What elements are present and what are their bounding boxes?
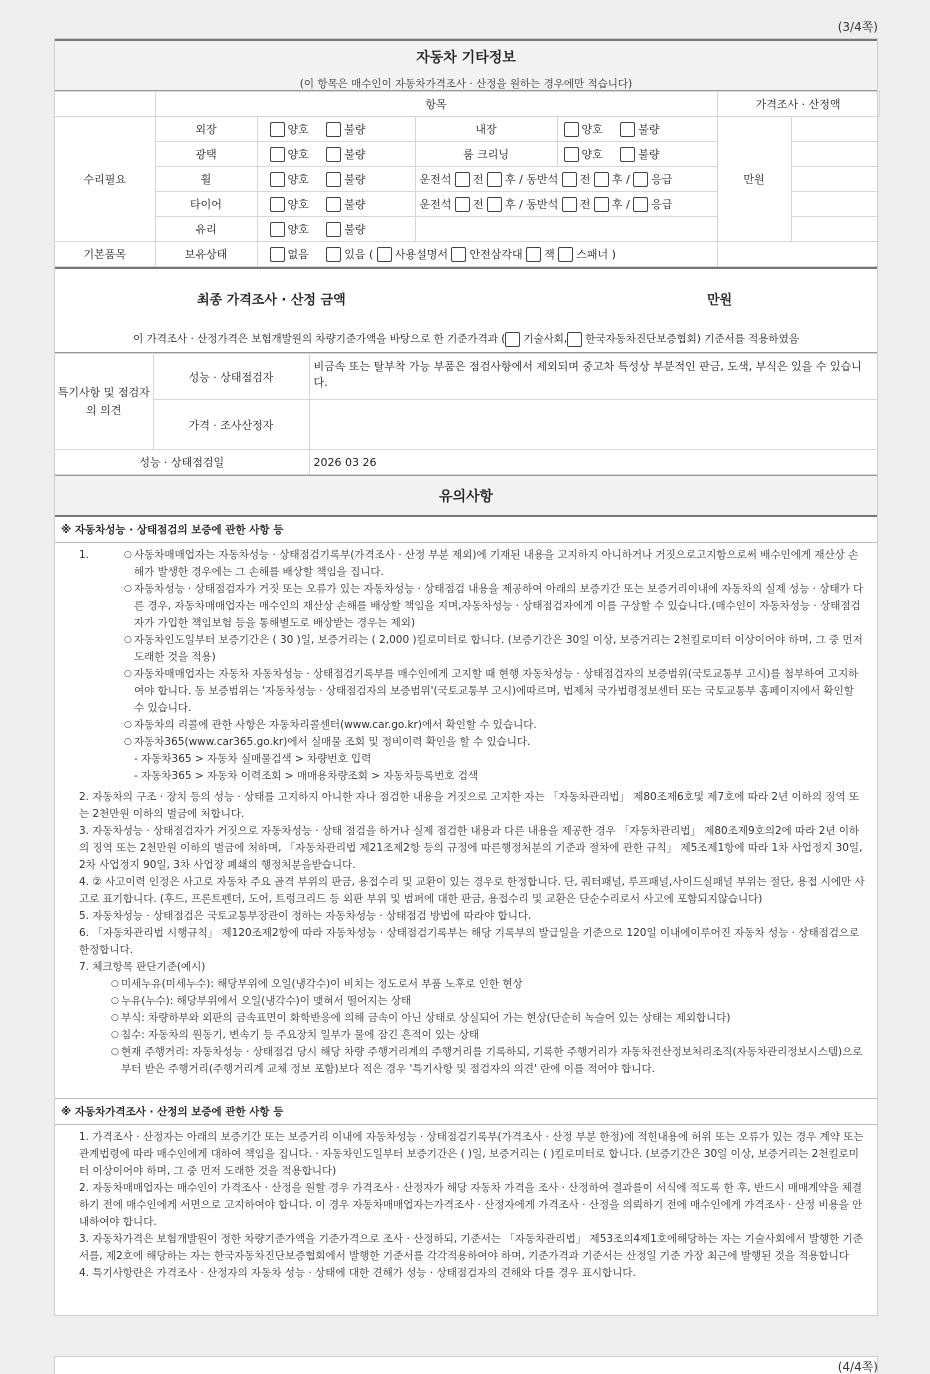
final-price-section <box>55 267 877 353</box>
list-item: ○ 현재 주행거리: 자동차성능 · 상태점검 당시 해당 차량 주행거리계의 주행거리를 기록하되, 기록한 주행거리가 자동차전산정보처리조직(자동차관리정보시스템)으로부터 받은 주행거리(주행거리계 교체 정보 포함)보다 적은 경우 '특기사항 및 점검자의 의견' 란에 이를 적어야 합니다. <box>111 1046 863 1075</box>
list-item: ○ 부식: 차량하부와 외판의 금속표면이 화학반응에 의해 금속이 아닌 상태로 상실되어 가는 현상(단순히 녹슬어 있는 상태는 제외합니다) <box>111 1012 731 1024</box>
basic-items-label: 기본품목 <box>55 242 155 267</box>
tire-driver-rear-checkbox[interactable] <box>487 197 502 212</box>
basic-none-checkbox[interactable] <box>270 247 285 262</box>
sec2-item-3: 3. 자동차가격은 보험개발원이 정한 차량기준가액을 기준가격으로 조사 · 산정하되, 기준서는 「자동차관리법」 제53조의4제1호에해당하는 자는 기술사회에서 발행한 기준서를, 제2호에 해당하는 자는 한국자동차진단보증협회에서 발행한 기준서를 각각적용하여야 하며, 기준가격과 기준서는 산정일 기준 가장 최근에 발행된 것을 적용합니다 <box>79 1233 863 1262</box>
list-item: ○ 미세누유(미세누수): 해당부위에 오일(냉각수)이 비치는 정도로서 부품 노후로 인한 현상 <box>111 978 523 990</box>
repair-table: 항목 가격조사 · 산정액 수리필요 외장 양호 불량 내장 양호 불량 만원 광택 양호 불량 룸 크리닝 양호 불량 휠 양호 불량 운전석 전 후 / 동반석 전 후 / 응급 타이어 양호 불량 운전석 전 후 / 동반석 전 후 / 응급 유리 양호 불량 기본품목 보유상태 없음 있음 ( 사용설명서 안전삼각대 잭 스패너 ) <box>55 91 880 267</box>
row-room-cleaning: 룸 크리닝 <box>415 142 557 167</box>
price-unit: 만원 <box>717 117 791 242</box>
opinion-table <box>55 353 877 475</box>
triangle-checkbox[interactable] <box>451 247 466 262</box>
list-item: - 자동차365 > 자동차 이력조회 > 매매용차량조회 > 자동차등록번호 검색 <box>134 770 478 782</box>
cleaning-good-checkbox[interactable] <box>564 147 579 162</box>
tire-driver-front-checkbox[interactable] <box>455 197 470 212</box>
section-subtitle: (이 항목은 매수인이 자동차가격조사 · 산정을 원하는 경우에만 적습니다) <box>299 78 633 90</box>
opinion-label: 특기사항 및 점검자의 의견 <box>55 354 153 450</box>
sec2-item-1: 1. 가격조사 · 산정자는 아래의 보증기간 또는 보증거리 이내에 자동차성능 · 상태점검기록부(가격조사 · 산정 부분 한정)에 적힌내용에 허위 또는 오류가 있는 경우 계약 또는 관계법령에 따라 매수인에게 대하여 책임을 집니다. · 자동차인도일부터 보증기간은 ( )일, 보증거리는 ( )킬로미터로 합니다. (보증기간은 30일 이상, 보증거리는 2천킬로미터 이상이어야 하며, 그 중 먼저 도래한 것을 적용합니다) <box>79 1131 864 1177</box>
list-item: ○ 자동차매매업자는 자동차 자동차성능 · 상태점검기록부를 매수인에게 고지할 때 현행 자동차성능 · 상태점검자의 보증범위(국토교통부 고시)를 첨부하여 고지하여야 합니다. 동 보증범위는 '자동차성능 · 상태점검자의 보증범위'(국토교통부 고시)에따르며, 법제처 국가법령정보센터 또는 국토교통부 홈페이지에서 확인할 수 있습니다. <box>124 668 859 714</box>
next-page-sheet <box>54 1356 878 1374</box>
appraiser-label: 가격 · 조사산정자 <box>153 400 309 450</box>
sec1-heading: ※ 자동차성능 · 상태점검의 보증에 관한 사항 등 <box>55 517 877 543</box>
list-item: ○ 자동차인도일부터 보증기간은 ( 30 )일, 보증거리는 ( 2,000 )킬로미터로 합니다. (보증기간은 30일 이상, 보증거리는 2천킬로미터 이상이어야 하며, 그 중 먼저 도래한 것을 적용) <box>124 634 863 663</box>
interior-bad-checkbox[interactable] <box>620 122 635 137</box>
wheel-passenger-rear-checkbox[interactable] <box>594 172 609 187</box>
sec1-item-3: 3. 자동차성능 · 상태점검자가 거짓으로 자동차성능 · 상태 점검을 하거나 실제 점검한 내용과 다른 내용을 제공한 경우 「자동차관리법」 제80조제9호의2에 따라 2년 이하의 징역 또는 2천만원 이하의 벌금에 처하며, 「자동차관리법 제21조제2항 등의 규정에 따른행정처분의 기준과 절차에 관한 규칙」 제5조제1항에 따라 1차 사업정지 30일, 2차 사업정지 90일, 3차 사업장 폐쇄의 행정처분을받습니다. <box>79 825 863 871</box>
list-item: ○ 누유(누수): 해당부위에서 오일(냉각수)이 맺혀서 떨어지는 상태 <box>111 995 412 1007</box>
repair-label: 수리필요 <box>55 117 155 242</box>
page-number-top: (3/4쪽) <box>837 20 878 34</box>
cleaning-bad-checkbox[interactable] <box>620 147 635 162</box>
list-item: ○ 자동차의 리콜에 관한 사항은 자동차리콜센터(www.car.go.kr)에서 확인할 수 있습니다. <box>124 719 537 731</box>
basic-have-checkbox[interactable] <box>326 247 341 262</box>
sec2-heading: ※ 자동차가격조사 · 산정의 보증에 관한 사항 등 <box>55 1098 877 1125</box>
final-price-note: 이 가격조사 · 산정가격은 보험개발원의 차량기준가액을 바탕으로 한 기준가격과 ( 기술사회, 한국자동차진단보증협회) 기준서를 적용하였음 <box>133 333 799 345</box>
inspector-label: 성능 · 상태점검자 <box>153 354 309 400</box>
sec2-item-4: 4. 특기사항란은 가격조사 · 산정자의 자동차 성능 · 상태에 대한 견해가 성능 · 상태점검자의 견해와 다를 경우 표시합니다. <box>79 1267 636 1279</box>
wheel-emergency-checkbox[interactable] <box>633 172 648 187</box>
sec1-item-6: 6. 「자동차관리법 시행규칙」 제120조제2항에 따라 자동차성능 · 상태점검기록부는 해당 기록부의 발급일을 기준으로 120일 이내에이루어진 자동차 성능 · 상태점검으로 한정합니다. <box>79 927 860 956</box>
list-item: ○ 자동차365(www.car365.go.kr)에서 실매물 조회 및 정비이력 확인을 할 수 있습니다. <box>124 736 531 748</box>
inspection-date: 2026 03 26 <box>309 450 877 475</box>
wheel-passenger-front-checkbox[interactable] <box>562 172 577 187</box>
interior-good-checkbox[interactable] <box>564 122 579 137</box>
sec1-list <box>55 543 877 789</box>
column-price: 가격조사 · 산정액 <box>717 92 879 117</box>
list-item: - 자동차365 > 자동차 실매물검색 > 차량번호 입력 <box>134 753 372 765</box>
row-exterior: 외장 <box>155 117 257 142</box>
tire-good-checkbox[interactable] <box>270 197 285 212</box>
sec1-item-2: 2. 자동차의 구조 · 장치 등의 성능 · 상태를 고지하지 아니한 자나 점검한 내용을 거짓으로 고지한 자는 「자동차관리법」 제80조제6호및 제7호에 따라 2년 이하의 징역 또는 2천만원 이하의 벌금에 처합니다. <box>79 791 860 820</box>
inspector-opinion: 비금속 또는 탈부착 가능 부품은 점검사항에서 제외되며 중고차 특성상 부분적인 판금, 도색, 부식은 있을 수 있습니다. <box>309 354 877 400</box>
basic-status-label: 보유상태 <box>155 242 257 267</box>
other-info-header <box>55 39 877 91</box>
row-gloss: 광택 <box>155 142 257 167</box>
sec1-item-4: 4. ② 사고이력 인정은 사고로 자동차 주요 골격 부위의 판금, 용접수리 및 교환이 있는 경우로 한정합니다. 단, 쿼터패널, 루프패널,사이드실패널 부위는 절단, 용접 시에만 사고로 표기합니다. (후드, 프론트펜더, 도어, 트렁크리드 등 외판 부위 및 범퍼에 대한 판금, 용접수리 및 교환은 단순수리로서 사고에 포함되지않습니다) <box>79 876 865 905</box>
gloss-good-checkbox[interactable] <box>270 147 285 162</box>
tire-bad-checkbox[interactable] <box>326 197 341 212</box>
glass-bad-checkbox[interactable] <box>326 222 341 237</box>
sec2-item-2: 2. 자동차매매업자는 매수인이 가격조사 · 산정을 원할 경우 가격조사 · 산정자가 해당 자동차 가격을 조사 · 산정하여 결과를이 서식에 적도록 한 후, 반드시 매매계약을 체결하기 전에 매수인에게 서면으로 고지하여야 합니다. 이 경우 자동차매매업자는가격조사 · 산정자에게 가격조사 · 산정을 의뢰하기 전에 매수인에게 가격조사 · 산정 비용을 안내하여야 합니다. <box>79 1182 863 1228</box>
kada-checkbox[interactable] <box>567 332 582 347</box>
spanner-checkbox[interactable] <box>558 247 573 262</box>
page-number-bottom: (4/4쪽) <box>837 1360 878 1374</box>
engineer-society-checkbox[interactable] <box>505 332 520 347</box>
row-interior: 내장 <box>415 117 557 142</box>
row-tire: 타이어 <box>155 192 257 217</box>
inspection-date-label: 성능 · 상태점검일 <box>55 450 309 475</box>
column-item: 항목 <box>155 92 717 117</box>
jack-checkbox[interactable] <box>526 247 541 262</box>
final-price-title: 최종 가격조사 · 산정 금액 <box>197 293 346 308</box>
row-glass: 유리 <box>155 217 257 242</box>
manual-checkbox[interactable] <box>377 247 392 262</box>
final-price-unit: 만원 <box>707 293 733 308</box>
tire-passenger-front-checkbox[interactable] <box>562 197 577 212</box>
list-item: ○ 침수: 자동차의 원동기, 변속기 등 주요장치 일부가 물에 잠긴 흔적이 있는 상태 <box>111 1029 480 1041</box>
appraiser-opinion[interactable] <box>309 400 877 450</box>
exterior-good-checkbox[interactable] <box>270 122 285 137</box>
list-item: ○ 사동차매매업자는 자동차성능 · 상태점검기록부(가격조사 · 산정 부분 제외)에 기재된 내용을 고지하지 아니하거나 거짓으로고지함으로써 배수인에게 재산상 손해가 발생한 경우에는 그 손해를 배상할 책임을 집니다. <box>124 549 859 578</box>
row-wheel: 휠 <box>155 167 257 192</box>
wheel-bad-checkbox[interactable] <box>326 172 341 187</box>
sec1-item-1: 1. ○ 사동차매매업자는 자동차성능 · 상태점검기록부(가격조사 · 산정 부분 제외)에 기재된 내용을 고지하지 아니하거나 거짓으로고지함으로써 배수인에게 재산상 손해가 발생한 경우에는 그 손해를 배상할 책임을 집니다. ○ 자동차성능 · 상태점검자가 거짓 또는 오류가 있는 자동차성능 · 상태점검 내용을 제공하여 아래의 보증기간 또는 보증거리이내에 자동차의 실제 성능 · 상태가 다른 경우, 자동차매매업자는 매수인의 재산상 손해를 배상할 책임을 지며,자동차성능 · 상태점검자에게 이를 구상할 수 있습니다.(매수인이 자동차성능 · 상태점검자가 가입한 책임보험 등을 통해별도로 배상받는 경우는 제외) ○ 자동차인도일부터 보증기간은 ( 30 )일, 보증거리는 ( 2,000 )킬로미터로 합니다. (보증기간은 30일 이상, 보증거리는 2천킬로미터 이상이어야 하며, 그 중 먼저 도래한 것을 적용) ○ 자동차매매업자는 자동차 자동차성능 · 상태점검기록부를 매수인에게 고지할 때 현행 자동차성능 · 상태점검자의 보증범위(국토교통부 고시)를 첨부하여 고지하여야 합니다. 동 보증범위는 '자동차성능 · 상태점검자의 보증범위'(국토교통부 고시)에따르며, 법제처 국가법령정보센터 또는 국토교통부 홈페이지에서 확인할 수 있습니다. ○ 자동차의 리콜에 관한 사항은 자동차리콜센터(www.car.go.kr)에서 확인할 수 있습니다. ○ 자동차365(www.car365.go.kr)에서 실매물 조회 및 정비이력 확인을 할 수 있습니다. - 자동차365 > 자동차 실매물검색 > 차량번호 입력 - 자동차365 > 자동차 이력조회 > 매매용차량조회 > 자동차등록번호 검색 <box>79 547 867 785</box>
wheel-driver-rear-checkbox[interactable] <box>487 172 502 187</box>
notice-title: 유의사항 <box>55 475 877 517</box>
wheel-good-checkbox[interactable] <box>270 172 285 187</box>
exterior-bad-checkbox[interactable] <box>326 122 341 137</box>
tire-passenger-rear-checkbox[interactable] <box>594 197 609 212</box>
sec1-item-7: 7. 체크항목 판단기준(예시) <box>79 961 206 973</box>
list-item: ○ 자동차성능 · 상태점검자가 거짓 또는 오류가 있는 자동차성능 · 상태점검 내용을 제공하여 아래의 보증기간 또는 보증거리이내에 자동차의 실제 성능 · 상태가 다른 경우, 자동차매매업자는 매수인의 재산상 손해를 배상할 책임을 지며,자동차성능 · 상태점검자에게 이를 구상할 수 있습니다.(매수인이 자동차성능 · 상태점검자가 가입한 책임보험 등을 통해별도로 배상받는 경우는 제외) <box>124 583 864 629</box>
wheel-driver-front-checkbox[interactable] <box>455 172 470 187</box>
form-sheet <box>54 38 878 1316</box>
section-title: 자동차 기타정보 <box>416 50 516 66</box>
tire-emergency-checkbox[interactable] <box>633 197 648 212</box>
sec1-item-5: 5. 자동차성능 · 상태점검은 국토교통부장관이 정하는 자동차성능 · 상태점검 방법에 따라야 합니다. <box>79 910 532 922</box>
glass-good-checkbox[interactable] <box>270 222 285 237</box>
gloss-bad-checkbox[interactable] <box>326 147 341 162</box>
